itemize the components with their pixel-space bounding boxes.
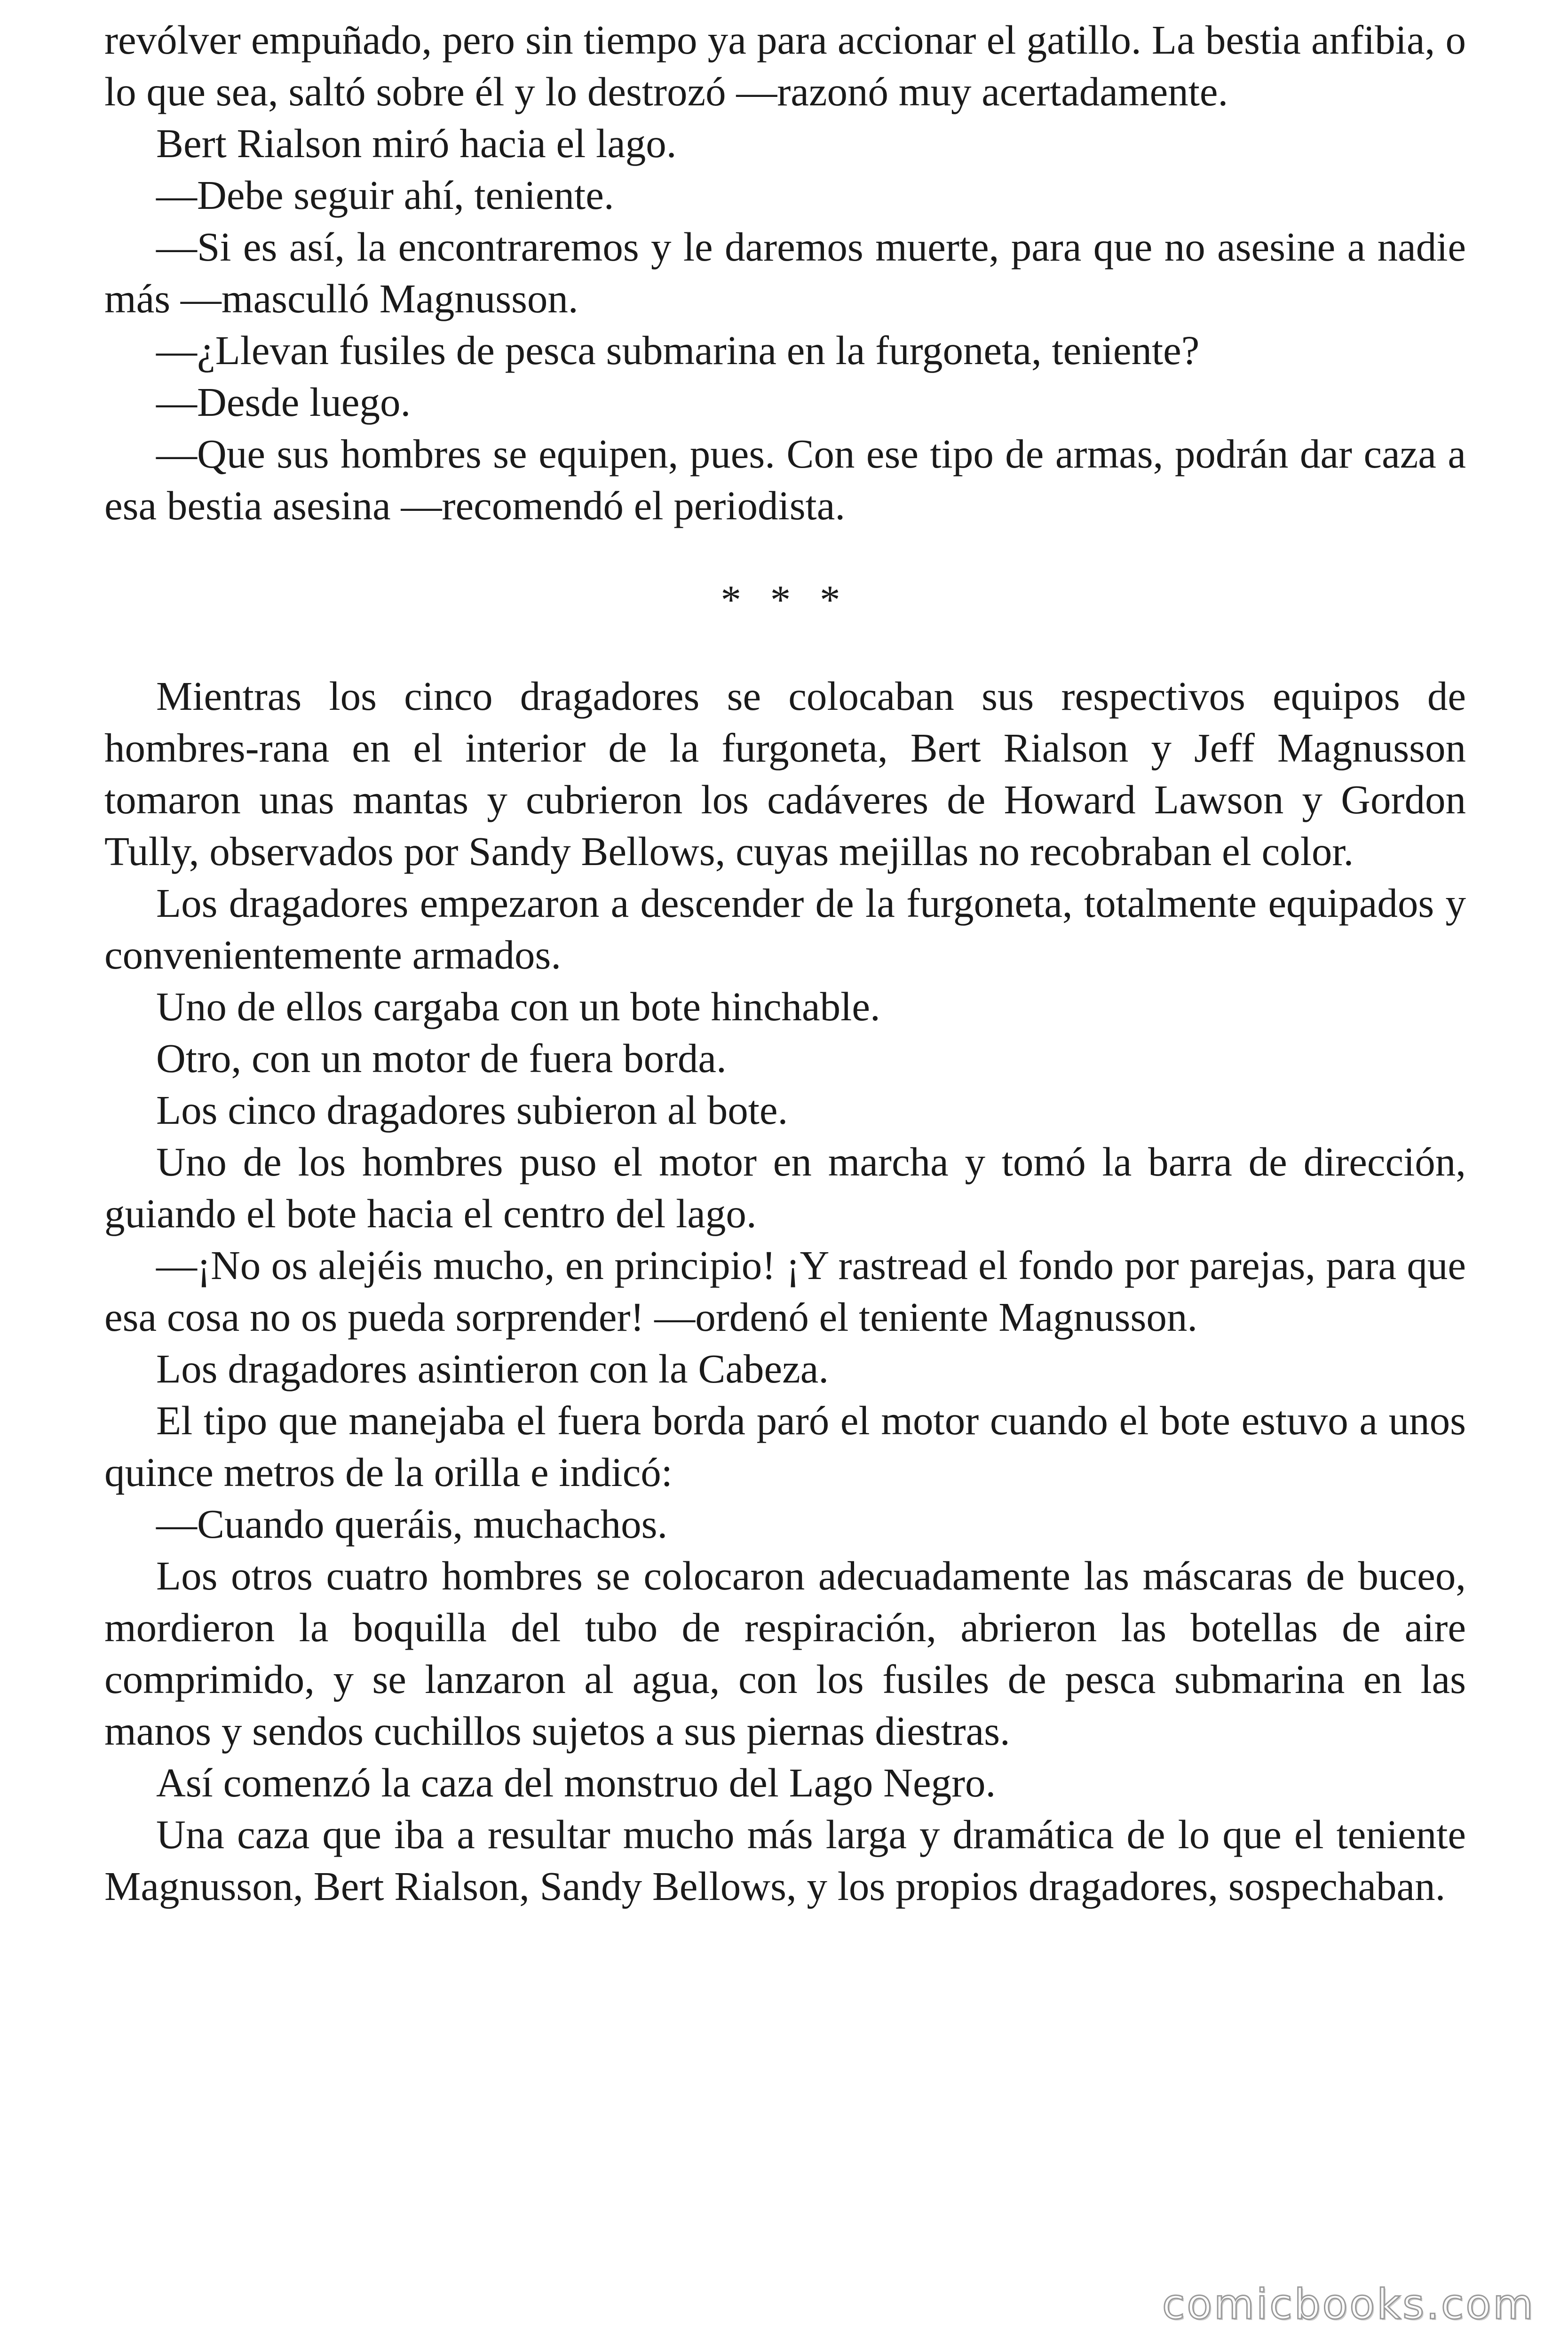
paragraph: Una caza que iba a resultar mucho más larga y dramática de lo que el teniente Magnusson, Bert Rialson, Sandy Bellows, y los propios dragadores, sospechaban. <box>104 1812 1466 1909</box>
dialogue-line: —Si es así, la encontraremos y le daremos muerte, para que no asesine a nadie más —masculló Magnusson. <box>104 224 1466 321</box>
paragraph: Mientras los cinco dragadores se colocaban sus respectivos equipos de hombres-rana en el interior de la furgoneta, Bert Rialson y Jeff Magnusson tomaron unas mantas y cubrieron los cadáveres de Howard Lawson y Gordon Tully, observados por Sandy Bellows, cuyas mejillas no recobraban el color. <box>104 673 1466 874</box>
section-before-break <box>104 14 1466 532</box>
paragraph-continuation: revólver empuñado, pero sin tiempo ya para accionar el gatillo. La bestia anfibia, o lo que sea, saltó sobre él y lo destrozó —razonó muy acertadamente. <box>104 17 1466 114</box>
paragraph: Los cinco dragadores subieron al bote. <box>156 1087 788 1133</box>
page-body <box>104 14 1466 1912</box>
dialogue-line: —Desde luego. <box>156 379 411 425</box>
section-after-break <box>104 670 1466 1912</box>
paragraph: Bert Rialson miró hacia el lago. <box>156 120 677 166</box>
dialogue-line: —¿Llevan fusiles de pesca submarina en la furgoneta, teniente? <box>156 327 1200 373</box>
watermark-logo: comicbooks.com <box>1162 2280 1535 2328</box>
dialogue-line: —Debe seguir ahí, teniente. <box>156 172 614 218</box>
paragraph: Uno de ellos cargaba con un bote hinchable. <box>156 984 880 1029</box>
paragraph: El tipo que manejaba el fuera borda paró el motor cuando el bote estuvo a unos quince metros de la orilla e indicó: <box>104 1398 1466 1495</box>
paragraph: Los dragadores asintieron con la Cabeza. <box>156 1346 829 1391</box>
paragraph: Otro, con un motor de fuera borda. <box>156 1035 727 1081</box>
dialogue-line: —Que sus hombres se equipen, pues. Con ese tipo de armas, podrán dar caza a esa bestia asesina —recomendó el periodista. <box>104 431 1466 528</box>
paragraph: Así comenzó la caza del monstruo del Lago Negro. <box>156 1760 996 1805</box>
scene-break: * * * <box>721 577 850 622</box>
paragraph: Los dragadores empezaron a descender de la furgoneta, totalmente equipados y convenientemente armados. <box>104 880 1466 977</box>
paragraph: Los otros cuatro hombres se colocaron adecuadamente las máscaras de buceo, mordieron la boquilla del tubo de respiración, abrieron las botellas de aire comprimido, y se lanzaron al agua, con los fusiles de pesca submarina en las manos y sendos cuchillos sujetos a sus piernas diestras. <box>104 1553 1466 1754</box>
paragraph: Uno de los hombres puso el motor en marcha y tomó la barra de dirección, guiando el bote hacia el centro del lago. <box>104 1139 1466 1236</box>
dialogue-line: —¡No os alejéis mucho, en principio! ¡Y rastread el fondo por parejas, para que esa cosa no os pueda sorprender! —ordenó el teniente Magnusson. <box>104 1242 1466 1340</box>
dialogue-line: —Cuando queráis, muchachos. <box>156 1501 668 1547</box>
